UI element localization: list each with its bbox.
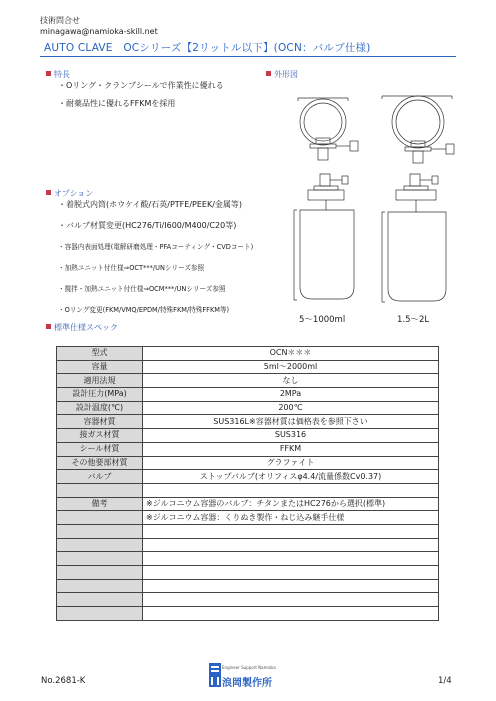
spec-value: なし — [143, 374, 439, 388]
contact-label: 技術問合せ — [40, 16, 80, 25]
table-row — [57, 497, 439, 511]
document-number: No.2681-K — [41, 676, 86, 686]
table-row — [57, 456, 439, 470]
table-row — [57, 442, 439, 456]
section-square-icon — [46, 71, 51, 76]
logo-subtitle: Engineer Support Namioka — [222, 665, 276, 670]
outline-drawing — [280, 78, 466, 328]
table-row — [57, 429, 439, 443]
option-item: ・着脱式内筒(ホウケイ酸/石英/PTFE/PEEK/金属等) — [58, 200, 243, 209]
section-square-icon — [266, 71, 271, 76]
option-item: ・バルブ材質変更(HC276/Ti/I600/M400/C20等) — [58, 221, 237, 230]
spec-label: 適用法規 — [57, 374, 143, 388]
drawing-caption-small: 5～1000ml — [299, 315, 346, 325]
option-item: ・容器内表面処理(電解研磨処理・PFAコーティング・CVDコート) — [58, 243, 254, 251]
table-row — [57, 552, 439, 566]
clamp-topview-small — [298, 98, 358, 160]
table-row — [57, 538, 439, 552]
table-row — [57, 607, 439, 621]
table-row — [57, 374, 439, 388]
option-item: ・Oリング変更(FKM/VMQ/EPDM/特殊FKM/特殊FFKM等) — [58, 306, 230, 314]
note-line: ※ジルコニウム容器：くりぬき製作・ねじ込み継手仕様 — [143, 511, 439, 525]
spec-value: SUS316L※容器材質は価格表を参照下さい — [143, 415, 439, 429]
spec-heading: 標準仕様スペック — [46, 322, 118, 333]
option-item: ・加熱ユニット付仕様⇒OCT***/UNシリーズ参照 — [58, 264, 205, 272]
features-heading: 特長 — [46, 69, 70, 80]
table-row — [57, 401, 439, 415]
section-square-icon — [46, 190, 51, 195]
note-line: ※ジルコニウム容器のバルブ：チタンまたはHC276から選択(標準) — [143, 497, 439, 511]
notes-label: 備考 — [57, 497, 143, 511]
vessel-small — [294, 174, 354, 300]
page-title: AUTO CLAVE OCシリーズ【2リットル以下】(OCN：バルブ仕様) — [44, 42, 371, 54]
spec-value: 200℃ — [143, 401, 439, 415]
spec-label: バルブ — [57, 470, 143, 484]
vessel-large — [382, 174, 446, 302]
table-row — [57, 511, 439, 525]
table-row — [57, 470, 439, 484]
spec-label: 設計圧力(MPa) — [57, 388, 143, 402]
spec-value: OCN＊＊＊ — [143, 347, 439, 361]
table-row — [57, 524, 439, 538]
spec-value: グラファイト — [143, 456, 439, 470]
spec-label: 接ガス材質 — [57, 429, 143, 443]
table-row — [57, 388, 439, 402]
spec-value: ストップバルブ(オリフィスφ4.4/流量係数Cv0.37) — [143, 470, 439, 484]
spec-table — [56, 346, 439, 621]
feature-item: ・耐薬品性に優れるFFKMを採用 — [58, 99, 176, 108]
spec-value: SUS316 — [143, 429, 439, 443]
table-row — [57, 347, 439, 361]
options-heading: オプション — [46, 188, 93, 199]
title-divider — [40, 56, 456, 57]
spec-label: 容量 — [57, 360, 143, 374]
company-logo-icon — [208, 662, 222, 688]
spec-label: 設計温度(℃) — [57, 401, 143, 415]
spec-label: 容器材質 — [57, 415, 143, 429]
table-row — [57, 415, 439, 429]
table-row — [57, 593, 439, 607]
page-number: 1/4 — [438, 676, 452, 686]
spec-value: 5ml～2000ml — [143, 360, 439, 374]
spec-value: 2MPa — [143, 388, 439, 402]
spec-label: シール材質 — [57, 442, 143, 456]
feature-item: ・Oリング・クランプシールで作業性に優れる — [58, 81, 224, 90]
table-row — [57, 483, 439, 497]
table-row — [57, 360, 439, 374]
clamp-topview-large — [382, 96, 454, 163]
spec-label: その他要部材質 — [57, 456, 143, 470]
company-name: 浪岡製作所 — [222, 678, 272, 689]
option-item: ・撹拌・加熱ユニット付仕様⇒OCM***/UNシリーズ参照 — [58, 285, 226, 293]
section-square-icon — [46, 324, 51, 329]
drawing-caption-large: 1.5～2L — [397, 315, 430, 325]
spec-label: 型式 — [57, 347, 143, 361]
spec-value: FFKM — [143, 442, 439, 456]
outline-heading: 外形図 — [266, 69, 298, 80]
table-row — [57, 566, 439, 580]
contact-email[interactable]: minagawa@namioka-skill.net — [40, 27, 158, 36]
table-row — [57, 579, 439, 593]
